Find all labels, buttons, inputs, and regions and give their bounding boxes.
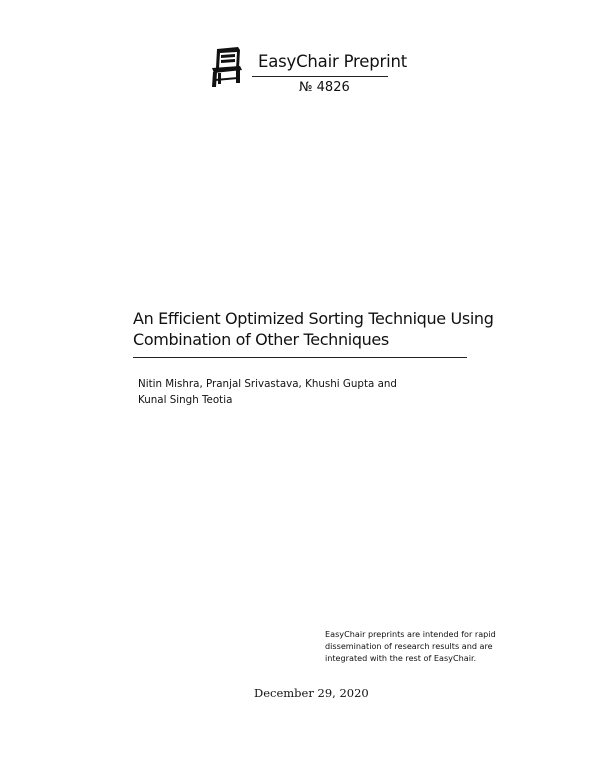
title-divider (133, 357, 467, 358)
paper-title (133, 308, 494, 350)
author-line: Kunal Singh Teotia (138, 393, 233, 406)
paper-title-line: An Efficient Optimized Sorting Technique Using (133, 309, 494, 328)
preprint-number: № 4826 (299, 80, 350, 95)
preprint-notice (325, 628, 496, 665)
publication-date: December 29, 2020 (254, 686, 369, 700)
brand-title: EasyChair Preprint (258, 52, 408, 71)
author-line: Nitin Mishra, Pranjal Srivastava, Khushi Gupta and (138, 378, 397, 390)
notice-line: EasyChair preprints are intended for rapid (325, 629, 496, 639)
easychair-chair-icon (209, 46, 243, 88)
paper-title-line: Combination of Other Techniques (133, 330, 389, 349)
header-divider (252, 76, 388, 77)
author-list (138, 377, 397, 408)
notice-line: integrated with the rest of EasyChair. (325, 653, 477, 664)
notice-line: dissemination of research results and are (325, 641, 493, 652)
